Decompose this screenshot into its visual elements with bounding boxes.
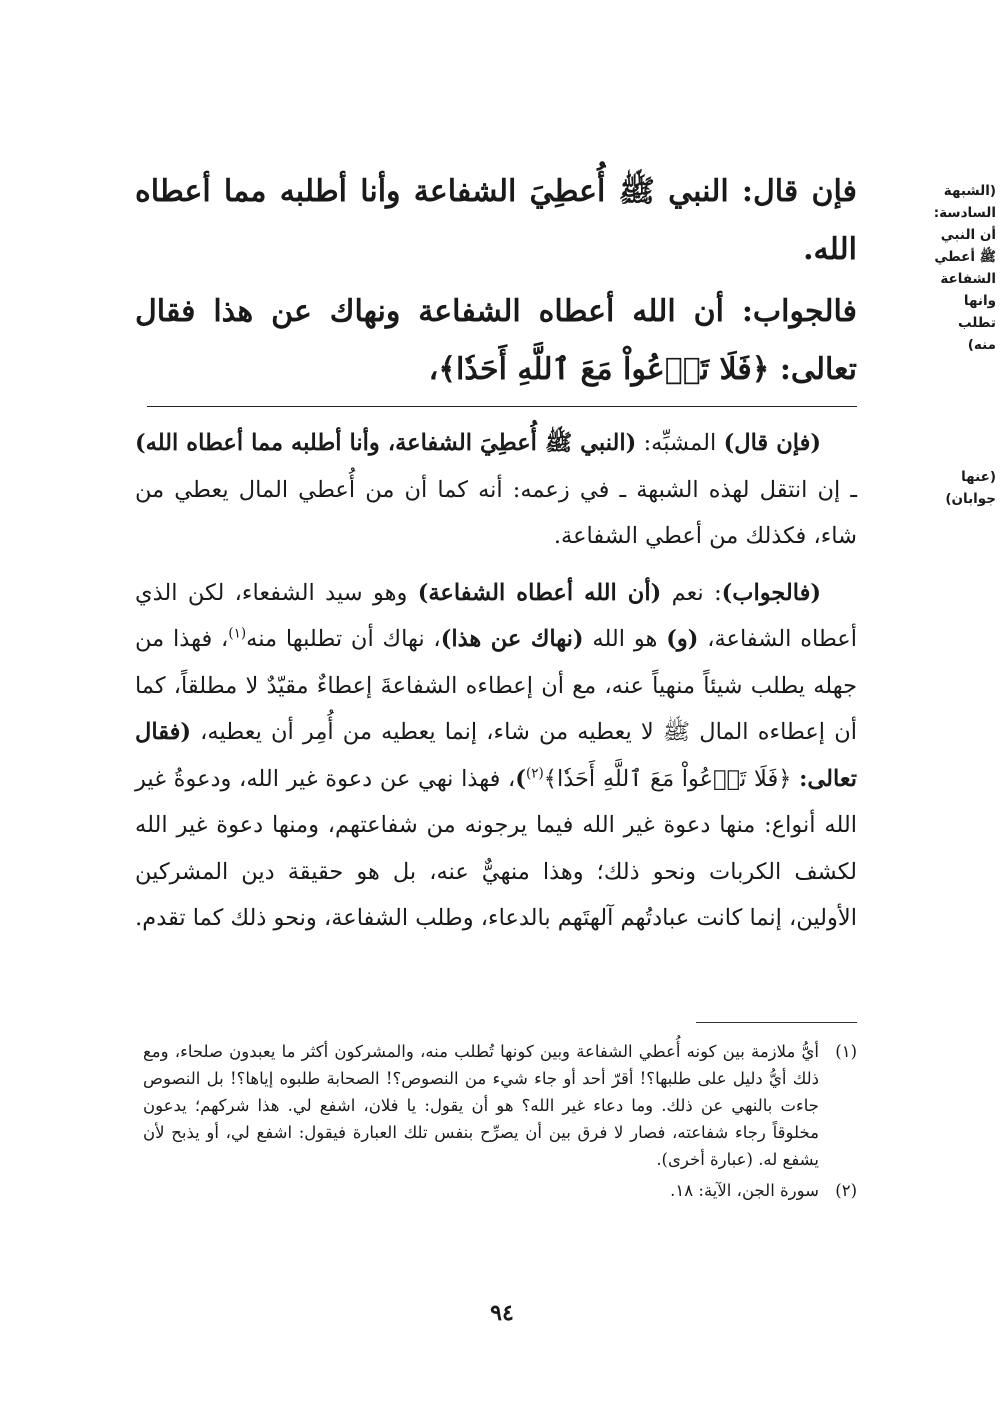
footnote-text: أيُّ ملازمة بين كونه أُعطي الشفاعة وبين كونها تُطلب منه، والمشركون أكثر ما يعبدون صلحاء، ومع ذلك أيُّ دليل على طلبها؟! أقرّ أحد أو جاء شيء من النصوص؟! الصحابة طلبوه إياها؟! بل النصوص جاءت بالنهي عن ذلك. وما دعاء غير الله؟ هو أن يقول: يا فلان، اشفع لي. هذا شركهم؛ يدعون مخلوقاً رجاء شفاعته، فصار لا فرق بين أن يصرِّح بنفس تلك العبارة فيقول: اشفع لي، أو يذبح لأن يشفع له. (عبارة أخرى).	[143, 1042, 819, 1169]
matn-answer-lead: فالجواب: أن الله أعطاه الشفاعة ونهاك عن هذا فقال تعالى:	[135, 294, 857, 387]
sharh-bold-quote: (أن الله أعطاه الشفاعة)	[417, 579, 662, 606]
quran-verse: ﴿فَلَا تَدۡعُواْ مَعَ ٱللَّهِ أَحَدٗا﴾	[543, 765, 800, 792]
footnote-number: (٢)	[835, 1181, 857, 1200]
sharh-text-run: ـ إن انتقل لهذه الشبهة ـ في زعمه: أنه كما أن من أُعطي المال يعطي من شاء، فكذلك من أعطي الشفاعة.	[135, 476, 857, 549]
sharh-bold-quote: (و)	[666, 626, 699, 652]
sharh-paragraph-1	[135, 420, 857, 560]
matn-punctuation: ،	[428, 352, 439, 387]
footnotes	[143, 1038, 857, 1204]
sharh-text-run: وهو سيد الشفعاء، لكن الذي أعطاه الشفاعة،	[135, 579, 857, 652]
matn-separator-line	[147, 406, 857, 407]
sharh-text	[135, 420, 857, 942]
footnote-item	[143, 1177, 857, 1204]
quran-verse: ﴿فَلَا تَدۡعُواْ مَعَ ٱللَّهِ أَحَدٗا﴾	[438, 352, 770, 387]
sharh-bold-quote: (نهاك عن هذا)	[440, 626, 584, 652]
matn-paragraph-2	[135, 283, 857, 399]
margin-note-sixth-doubt: (الشبهة السادسة: أن النبي ﷺ أعطي الشفاعة وانها تطلب منه)	[933, 183, 996, 353]
matn-text	[135, 163, 857, 399]
page-number: ٩٤	[490, 1300, 514, 1326]
sharh-text-run: : نعم	[661, 579, 722, 606]
sharh-text-run: المشبِّه:	[636, 430, 724, 456]
sharh-text-run: هو الله	[583, 626, 667, 652]
sharh-bold-quote: (النبي ﷺ أُعطِيَ الشفاعة، وأنا أطلبه مما أعطاه الله)	[135, 430, 637, 456]
sharh-bold-quote: (فإن قال)	[723, 430, 821, 456]
sharh-text-run: ، فهذا نهي عن دعوة غير الله، ودعوةُ غير الله أنواع: منها دعوة غير الله فيما يرجونه من شفاعتهم، ومنها دعوة غير الله لكشف الكربات ونحو ذلك؛ وهذا منهيٌّ عنه، بل هو حقيقة دين المشركين الأولين، إنما كانت عبادتُهم آلهتَهم بالدعاء، وطلب الشفاعة، ونحو ذلك كما تقدم.	[135, 765, 857, 931]
footnote-ref-1[interactable]: (١)	[228, 625, 247, 642]
footnote-ref-2[interactable]: (٢)	[525, 765, 544, 781]
sharh-bold-quote: (فقال تعالى:	[135, 719, 857, 792]
footnote-item	[143, 1038, 857, 1173]
matn-paragraph-1: فإن قال: النبي ﷺ أُعطِيَ الشفاعة وأنا أطلبه مما أعطاه الله.	[135, 174, 857, 267]
sharh-text-run: ، فهذا من جهله يطلب شيئاً منهياً عنه، مع أن إعطاءه الشفاعةَ إعطاءٌ مقيّدٌ لا مطلقاً، كما أن إعطاءه المال ﷺ لا يعطيه من شاء، إنما يعطيه من أُمِر أن يعطيه،	[135, 626, 857, 745]
margin-note-two-answers: (عنها جوابان)	[945, 469, 996, 507]
sharh-bold-quote: )	[515, 765, 526, 792]
sharh-bold-quote: (فالجواب)	[721, 579, 821, 606]
footnote-number: (١)	[835, 1042, 857, 1061]
footnote-text: سورة الجن، الآية: ١٨.	[670, 1181, 819, 1200]
footnote-separator	[696, 1022, 857, 1023]
sharh-text-run: ، نهاك أن تطلبها منه	[246, 626, 441, 652]
sharh-paragraph-2	[135, 570, 857, 942]
